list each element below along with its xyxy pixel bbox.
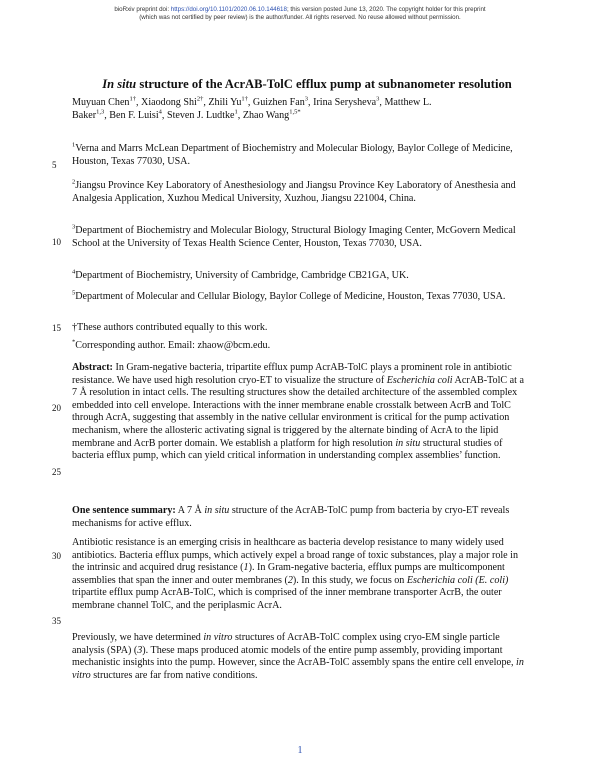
author-name: , Irina Serysheva [308,97,377,108]
summary-text: structure of the AcrAB-TolC pump from bacteria by cryo-ET reveals mechanisms for active efflux. [72,505,510,529]
affiliation-4 [72,270,528,283]
header-copyright-text: ; this version posted June 13, 2020. The copyright holder for this preprint [286,6,486,13]
affiliation-5 [72,291,528,304]
line-number: 35 [52,616,61,626]
citation-ref: 2 [287,574,293,586]
affiliation-number: 5 [72,289,76,297]
equal-contribution-note: †These authors contributed equally to this work. [72,322,268,333]
author-line-2 [72,110,528,123]
citation-ref: 1 [243,562,249,574]
abstract-text: In Gram-negative bacteria, tripartite efflux pump AcrAB-TolC plays a prominent role in antibiotic resistance. We have used high resolution cryo-ET to visualize the structure of [72,362,512,386]
abstract-label: Abstract: [72,362,113,373]
author-name: , Guizhen Fan [247,97,305,108]
title-text: structure of the AcrAB-TolC efflux pump at subnanometer resolution [136,77,512,91]
author-affil: 1,3 [96,108,105,116]
affiliation-number: 1 [72,141,76,149]
abstract [72,362,528,463]
affiliation-1 [72,143,528,168]
affiliation-text: Jiangsu Province Key Laboratory of Anesthesiology and Jiangsu Province Key Laboratory of Anesthesia and Analgesia Application, Xuzhou Medical University, Xuzhou, Jiangsu 221004, China. [72,180,516,204]
abstract-text: structural studies of bacteria efflux pump, which can yield critical information in understanding complex assemblies’ function. [72,437,503,462]
title-italic: In situ [102,77,137,91]
corresponding-marker: * [72,338,76,346]
author-name: , Xiaodong Shi [135,97,197,108]
author-list [72,97,528,122]
author-affil: 1 [234,108,238,116]
header-line-2: (which was not certified by peer review) is the author/funder. All rights reserved. No reuse allowed without permission. [139,14,461,21]
species-name: Escherichia coli (E. coli) [406,574,509,586]
affiliation-number: 3 [72,223,76,231]
body-text: ). These maps produced atomic models of the entire pump assembly, providing important mechanistic insights into the pump. However, since the AcrAB-TolC assembly spans the entire cell envelope, [72,644,517,669]
body-text: Antibiotic resistance is an emerging crisis in healthcare as bacteria develop resistance to many widely used antibiotics. Bacteria efflux pumps, which actively expel a broad range of toxic substances, play a major role in the intrinsic and acquired drug resistance ( [72,537,519,574]
affiliation-text: Verna and Marrs McLean Department of Biochemistry and Molecular Biology, Baylor College of Medicine, Houston, Texas 77030, USA. [72,143,513,167]
paper-title [72,77,542,92]
corresponding-text: Corresponding author. Email: zhaow@bcm.edu. [75,340,271,351]
affiliation-number: 2 [72,178,76,186]
summary-label: One sentence summary: [72,505,176,516]
author-name: , Zhao Wang [237,109,290,121]
header-doi-prefix: bioRxiv preprint doi: [114,6,171,13]
author-name: Baker [72,109,97,121]
citation-ref: 3 [137,644,143,656]
author-name: , Steven J. Ludtke [161,109,235,121]
author-name: , Ben F. Luisi [104,109,159,121]
in-situ-term: in situ [395,437,421,449]
abstract-text: AcrAB-TolC at a 7 Å resolution in intact cells. The resulting structures show the detailed architecture of the assembled complex embedded into cell envelope. Interactions with the inner membrane enable crosstalk between AcrB and TolC through AcrA, suggesting that assembly in the native cellular environment is critical for the pump activation mechanism, where the allosteric activating signal is triggered by the alternate binding of AcrA to the lipid membrane and AcrB porter domain. We establish a platform for high resolution [72,374,524,449]
line-number: 20 [52,403,61,413]
affiliation-2 [72,180,528,205]
species-name: Escherichia coli [386,374,453,386]
doi-link[interactable]: https://doi.org/10.1101/2020.06.10.144618 [170,6,287,13]
corresponding-author-note [72,340,528,353]
body-text: structures are far from native conditions. [90,669,258,681]
body-text: ). In Gram-negative bacteria, efflux pumps are multicomponent assemblies that span the inner and outer membranes ( [72,562,505,586]
author-name: Muyuan Chen [72,97,130,108]
affiliation-text: Department of Molecular and Cellular Biology, Baylor College of Medicine, Houston, Texas 77030, USA. [75,291,506,302]
in-situ-term: in situ [204,505,230,516]
body-text: structures of AcrAB-TolC complex using cryo-EM single particle analysis (SPA) ( [72,632,500,656]
author-affil: 1† [129,95,136,103]
one-sentence-summary [72,505,528,530]
affiliation-text: Department of Biochemistry, University of Cambridge, Cambridge CB21GA, UK. [75,270,409,281]
summary-text: A 7 Å [175,505,205,516]
line-number: 10 [52,237,61,247]
body-paragraph-1 [72,537,528,613]
author-name: , Zhili Yu [203,97,242,108]
body-paragraph-2 [72,632,528,682]
body-text: Previously, we have determined [72,632,204,643]
affiliation-number: 4 [72,268,76,276]
author-affil: 1† [241,95,248,103]
in-vitro-term: in vitro [72,657,524,681]
author-affil: 3 [304,95,309,103]
in-vitro-term: in vitro [203,632,233,643]
line-number: 15 [52,323,61,333]
line-number: 5 [52,160,57,170]
body-text: ). In this study, we focus on [292,574,407,586]
author-affil: 3 [376,95,380,103]
body-text: tripartite efflux pump AcrAB-TolC, which is comprised of the inner membrane transporter AcrB, the outer membrane channel TolC, and the periplasmic AcrA. [72,587,502,611]
preprint-header [0,6,600,22]
line-number: 25 [52,467,61,477]
author-name: , Matthew L. [379,97,432,108]
line-number: 30 [52,551,61,561]
author-affil: 2† [196,95,204,103]
page-number: 1 [297,745,303,756]
author-affil: 1,5* [289,108,301,116]
affiliation-3 [72,225,528,250]
affiliation-text: Department of Biochemistry and Molecular Biology, Structural Biology Imaging Center, McGovern Medical School at the University of Texas Health Science Center, Houston, Texas 77030, USA. [72,225,516,249]
header-line-1 [0,6,600,14]
author-affil: 4 [158,108,162,116]
